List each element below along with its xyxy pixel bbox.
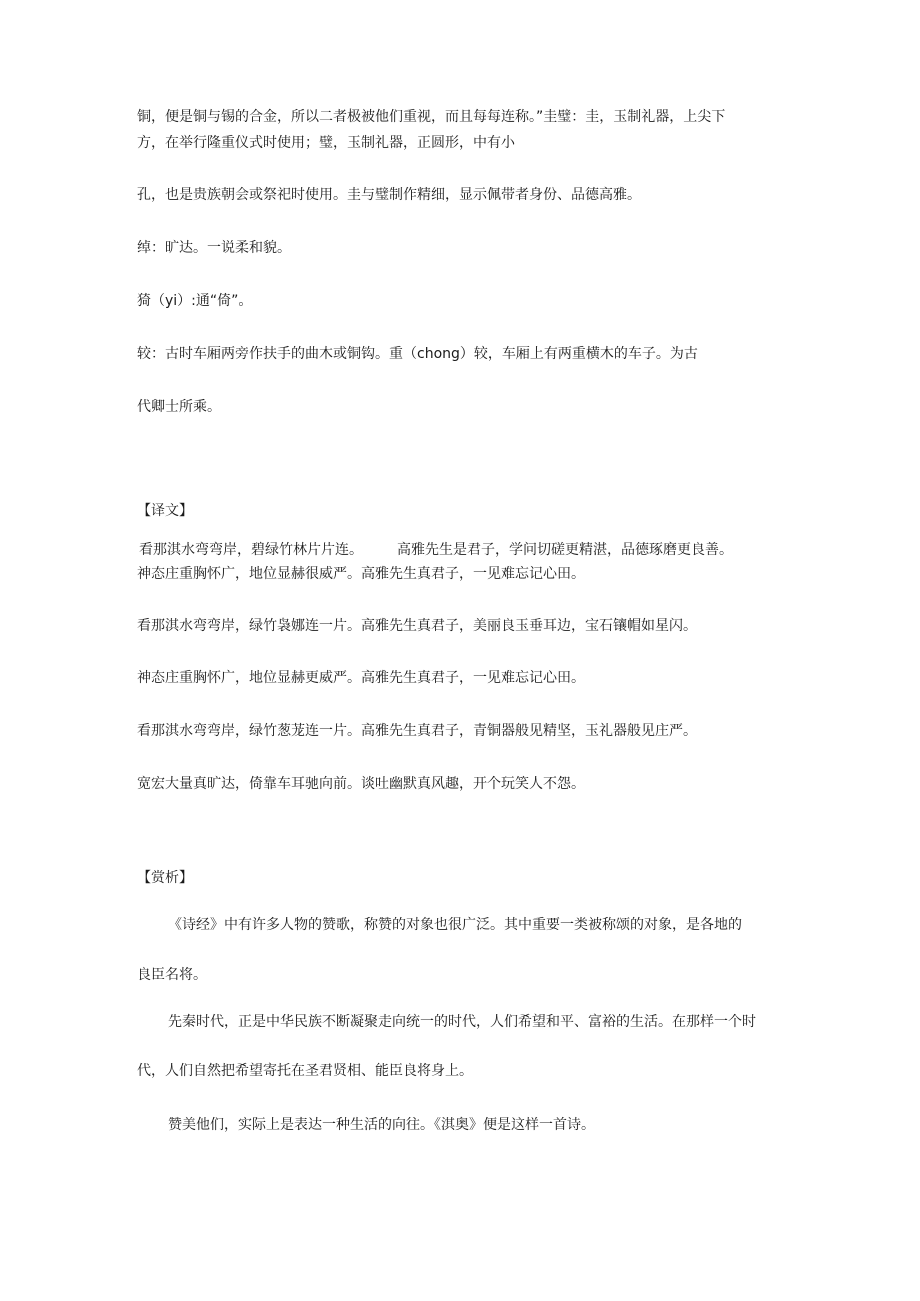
translation-heading: 【译文】 bbox=[137, 503, 193, 519]
translation-line bbox=[139, 541, 733, 559]
translation-line: 神态庄重胸怀广，地位显赫很威严。高雅先生真君子，一见难忘记心田。 bbox=[137, 566, 585, 582]
appreciation-paragraph-cont: 代，人们自然把希望寄托在圣君贤相、能臣良将身上。 bbox=[137, 1063, 473, 1079]
note-line: 铜，便是铜与锡的合金，所以二者极被他们重视，而且每每连称。”圭璧：圭，玉制礼器，上尖下 bbox=[137, 109, 726, 125]
translation-line-part: 看那淇水弯弯岸，碧绿竹林片片连。 bbox=[139, 542, 363, 558]
translation-line: 神态庄重胸怀广，地位显赫更威严。高雅先生真君子，一见难忘记心田。 bbox=[137, 670, 585, 686]
appreciation-heading: 【赏析】 bbox=[137, 870, 193, 886]
note-yi: 猗（yi）:通“倚”。 bbox=[137, 293, 253, 309]
note-line: 方，在举行隆重仪式时使用；璧，玉制礼器，正圆形，中有小 bbox=[137, 135, 515, 151]
appreciation-paragraph: 《诗经》中有许多人物的赞歌，称赞的对象也很广泛。其中重要一类被称颂的对象，是各地的 bbox=[168, 917, 742, 933]
translation-line-part: 高雅先生是君子，学问切磋更精湛，品德琢磨更良善。 bbox=[397, 542, 733, 558]
note-chuo: 绰：旷达。一说柔和貌。 bbox=[137, 240, 291, 256]
translation-line: 宽宏大量真旷达，倚靠车耳驰向前。谈吐幽默真风趣，开个玩笑人不怨。 bbox=[137, 776, 585, 792]
translation-line: 看那淇水弯弯岸，绿竹葱茏连一片。高雅先生真君子，青铜器般见精坚，玉礼器般见庄严。 bbox=[137, 723, 697, 739]
appreciation-paragraph-cont: 良臣名将。 bbox=[137, 967, 207, 983]
appreciation-paragraph: 先秦时代，正是中华民族不断凝聚走向统一的时代，人们希望和平、富裕的生活。在那样一个时 bbox=[168, 1014, 756, 1030]
note-jiao: 较：古时车厢两旁作扶手的曲木或铜钩。重（chong）较，车厢上有两重横木的车子。为古 bbox=[137, 346, 698, 362]
translation-line: 看那淇水弯弯岸，绿竹袅娜连一片。高雅先生真君子，美丽良玉垂耳边，宝石镶帽如星闪。 bbox=[137, 618, 697, 634]
appreciation-paragraph: 赞美他们，实际上是表达一种生活的向往。《淇奥》便是这样一首诗。 bbox=[168, 1117, 595, 1133]
note-line: 孔，也是贵族朝会或祭祀时使用。圭与璧制作精细，显示佩带者身份、品德高雅。 bbox=[137, 187, 641, 203]
note-jiao-cont: 代卿士所乘。 bbox=[137, 399, 221, 415]
